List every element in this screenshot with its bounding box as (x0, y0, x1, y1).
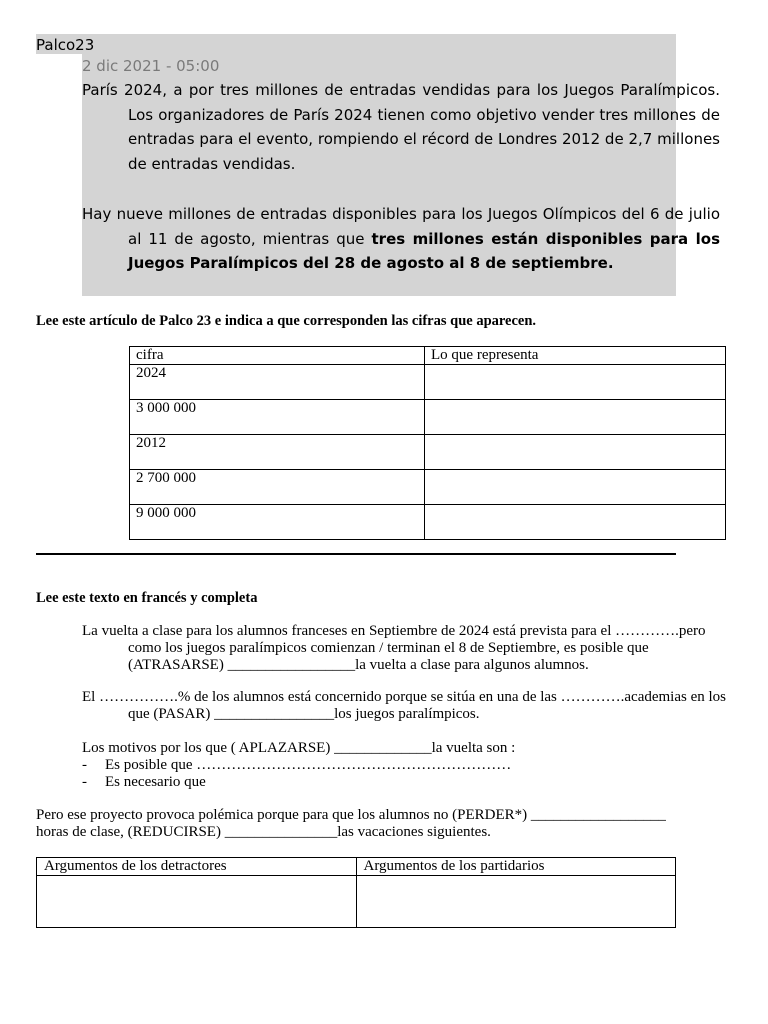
exercise-2-pero-paragraph: Pero ese proyecto provoca polémica porque para que los alumnos no (PERDER*) __________________ horas de clase, (REDUCIRSE) _______________las vacaciones siguientes. (36, 807, 666, 840)
article-paragraph-2 (82, 202, 720, 276)
article-source: Palco23 (36, 36, 95, 54)
figures-table-header-row (130, 347, 726, 365)
detractores-answer-cell[interactable] (37, 876, 357, 928)
figure-answer-cell[interactable] (425, 470, 726, 505)
arguments-header-row (37, 858, 676, 876)
figure-value: 3 000 000 (130, 400, 425, 435)
figure-value: 2024 (130, 365, 425, 400)
figure-answer-cell[interactable] (425, 365, 726, 400)
figures-header-cifra: cifra (130, 347, 425, 365)
list-item (82, 757, 511, 774)
article-date: 2 dic 2021 - 05:00 (82, 57, 220, 75)
table-row (130, 470, 726, 505)
section-divider (36, 553, 676, 555)
header-partidarios: Argumentos de los partidarios (356, 858, 676, 876)
exercise-2-motivos: Los motivos por los que ( APLAZARSE) _____________la vuelta son : (82, 740, 516, 756)
figure-value: 2 700 000 (130, 470, 425, 505)
bullet-dash: - (82, 757, 87, 773)
figure-value: 9 000 000 (130, 505, 425, 540)
exercise-1-instruction: Lee este artículo de Palco 23 e indica a que corresponden las cifras que aparecen. (36, 313, 537, 329)
figure-answer-cell[interactable] (425, 400, 726, 435)
table-row (130, 365, 726, 400)
table-row (130, 400, 726, 435)
figure-answer-cell[interactable] (425, 435, 726, 470)
header-detractores: Argumentos de los detractores (37, 858, 357, 876)
figures-table (129, 346, 726, 540)
list-item (82, 774, 206, 791)
partidarios-answer-cell[interactable] (356, 876, 676, 928)
exercise-2-paragraph-1: La vuelta a clase para los alumnos franceses en Septiembre de 2024 está prevista para el ………….pero como los juegos paralímpicos comienzan / terminan el 8 de Septiembre, es posible que (ATRASARSE) _________________la vuelta a clase para algunos alumnos. (82, 623, 706, 673)
table-row (130, 435, 726, 470)
figure-answer-cell[interactable] (425, 505, 726, 540)
article-paragraph-2-text: Hay nueve millones de entradas disponibles para los Juegos Olímpicos del 6 de julio al 11 de agosto, mientras que (82, 205, 720, 248)
figure-value: 2012 (130, 435, 425, 470)
article-paragraph-1: París 2024, a por tres millones de entradas vendidas para los Juegos Paralímpicos. Los organizadores de París 2024 tienen como objetivo vender tres millones de entradas para el evento, rompiendo el récord de Londres 2012 de 2,7 millones de entradas vendidas. (82, 81, 720, 173)
table-row (130, 505, 726, 540)
exercise-2-instruction: Lee este texto en francés y completa (36, 590, 258, 606)
exercise-2-paragraph-2: El …………….% de los alumnos está concernido porque se sitúa en una de las ………….academias en los que (PASAR) ________________los juegos paralímpicos. (82, 689, 727, 722)
figures-header-representa: Lo que representa (425, 347, 726, 365)
list-item-text: Es necesario que (105, 774, 206, 790)
arguments-table (36, 857, 676, 928)
article-paragraph-2-bold: tres millones están disponibles para los Juegos Paralímpicos del 28 de agosto al 8 de septiembre. (128, 229, 720, 272)
list-item-text: Es posible que ……………………………………………………… (105, 757, 512, 773)
bullet-dash: - (82, 774, 87, 790)
table-row (37, 876, 676, 928)
